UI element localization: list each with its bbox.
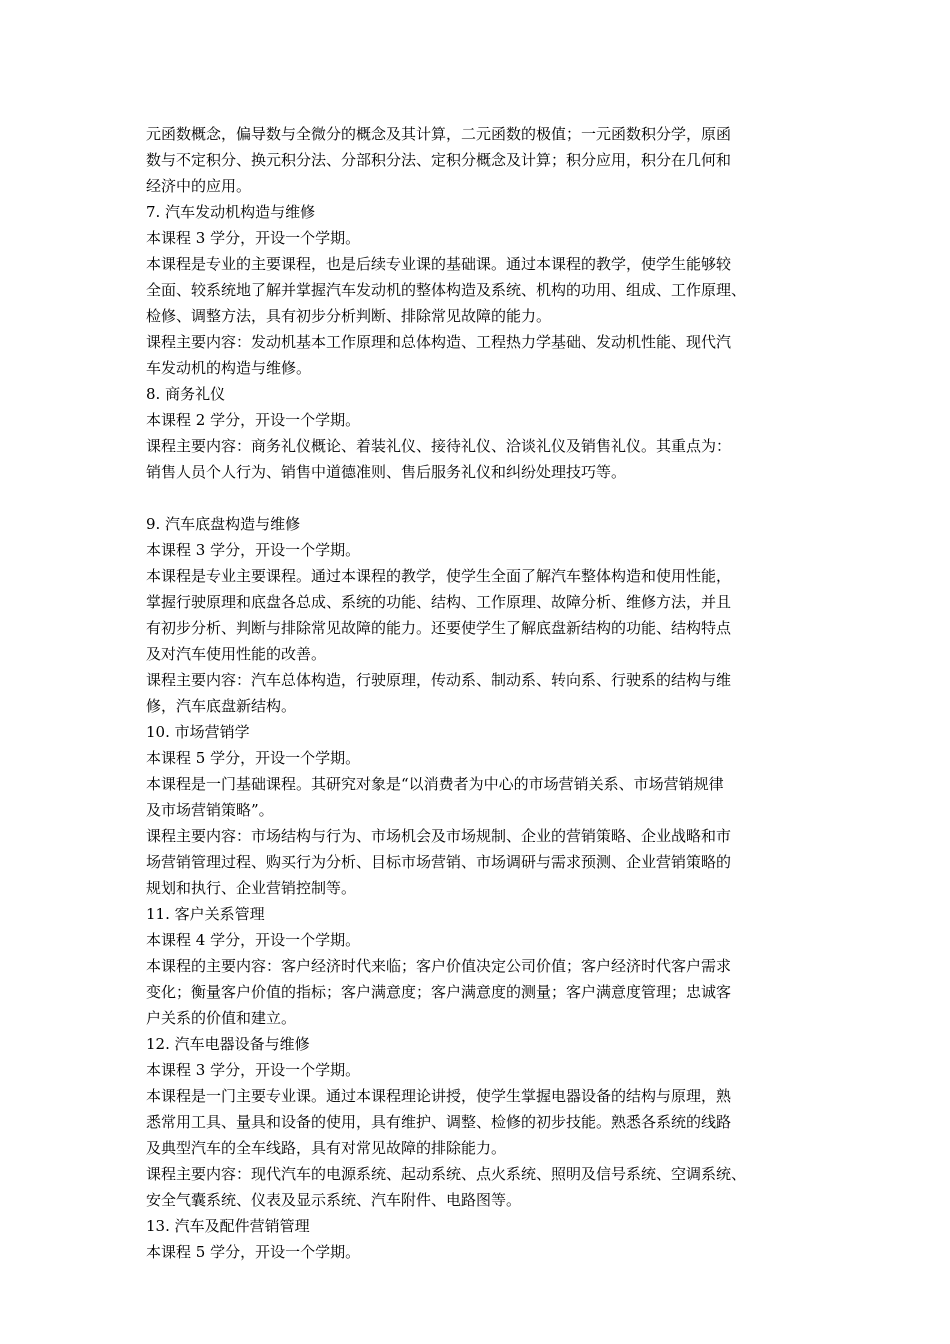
text-line: 户关系的价值和建立。	[146, 1009, 297, 1027]
text-line: 及对汽车使用性能的改善。	[146, 645, 327, 663]
section-heading: 8. 商务礼仪	[146, 385, 226, 403]
text-line: 本课程是专业主要课程。通过本课程的教学，使学生全面了解汽车整体构造和使用性能，	[146, 567, 732, 585]
text-line: 课程主要内容：商务礼仪概论、着装礼仪、接待礼仪、洽谈礼仪及销售礼仪。其重点为：	[146, 437, 732, 455]
text-line: 有初步分析、判断与排除常见故障的能力。还要使学生了解底盘新结构的功能、结构特点	[146, 619, 732, 637]
text-line: 及市场营销策略”。	[146, 801, 274, 819]
section-heading: 7. 汽车发动机构造与维修	[146, 203, 316, 221]
text-line: 本课程是一门主要专业课。通过本课程理论讲授，使学生掌握电器设备的结构与原理，熟	[146, 1087, 732, 1105]
text-line: 课程主要内容：汽车总体构造，行驶原理，传动系、制动系、转向系、行驶系的结构与维	[146, 671, 732, 689]
text-line: 元函数概念，偏导数与全微分的概念及其计算，二元函数的极值；一元函数积分学，原函	[146, 125, 732, 143]
section-heading: 11. 客户关系管理	[146, 905, 265, 923]
credit-info: 本课程 3 学分，开设一个学期。	[146, 541, 361, 559]
section-heading: 13. 汽车及配件营销管理	[146, 1217, 310, 1235]
text-line: 本课程的主要内容：客户经济时代来临；客户价值决定公司价值；客户经济时代客户需求	[146, 957, 732, 975]
text-line: 及典型汽车的全车线路，具有对常见故障的排除能力。	[146, 1139, 507, 1157]
credit-info: 本课程 3 学分，开设一个学期。	[146, 229, 361, 247]
text-line: 悉常用工具、量具和设备的使用，具有维护、调整、检修的初步技能。熟悉各系统的线路	[146, 1113, 732, 1131]
text-line: 场营销管理过程、购买行为分析、目标市场营销、市场调研与需求预测、企业营销策略的	[146, 853, 732, 871]
credit-info: 本课程 3 学分，开设一个学期。	[146, 1061, 361, 1079]
section-heading: 10. 市场营销学	[146, 723, 250, 741]
text-line: 本课程是专业的主要课程，也是后续专业课的基础课。通过本课程的教学，使学生能够较	[146, 255, 732, 273]
credit-info: 本课程 2 学分，开设一个学期。	[146, 411, 361, 429]
document-body	[146, 121, 816, 1265]
text-line: 课程主要内容：市场结构与行为、市场机会及市场规制、企业的营销策略、企业战略和市	[146, 827, 732, 845]
text-line: 销售人员个人行为、销售中道德准则、售后服务礼仪和纠纷处理技巧等。	[146, 463, 627, 481]
blank-line	[146, 485, 816, 511]
text-line: 规划和执行、企业营销控制等。	[146, 879, 357, 897]
text-line: 数与不定积分、换元积分法、分部积分法、定积分概念及计算；积分应用，积分在几何和	[146, 151, 732, 169]
credit-info: 本课程 4 学分，开设一个学期。	[146, 931, 361, 949]
text-line: 安全气囊系统、仪表及显示系统、汽车附件、电路图等。	[146, 1191, 522, 1209]
text-line: 经济中的应用。	[146, 177, 252, 195]
credit-info: 本课程 5 学分，开设一个学期。	[146, 1243, 361, 1261]
text-line: 课程主要内容：现代汽车的电源系统、起动系统、点火系统、照明及信号系统、空调系统、	[146, 1165, 747, 1183]
section-heading: 9. 汽车底盘构造与维修	[146, 515, 301, 533]
text-line: 全面、较系统地了解并掌握汽车发动机的整体构造及系统、机构的功用、组成、工作原理、	[146, 281, 747, 299]
credit-info: 本课程 5 学分，开设一个学期。	[146, 749, 361, 767]
text-line: 变化；衡量客户价值的指标；客户满意度；客户满意度的测量；客户满意度管理；忠诚客	[146, 983, 732, 1001]
section-heading: 12. 汽车电器设备与维修	[146, 1035, 310, 1053]
text-line: 掌握行驶原理和底盘各总成、系统的功能、结构、工作原理、故障分析、维修方法，并且	[146, 593, 732, 611]
text-line: 课程主要内容：发动机基本工作原理和总体构造、工程热力学基础、发动机性能、现代汽	[146, 333, 732, 351]
text-line: 车发动机的构造与维修。	[146, 359, 312, 377]
text-line: 本课程是一门基础课程。其研究对象是“以消费者为中心的市场营销关系、市场营销规律	[146, 775, 724, 793]
text-line: 修，汽车底盘新结构。	[146, 697, 297, 715]
text-line: 检修、调整方法，具有初步分析判断、排除常见故障的能力。	[146, 307, 552, 325]
